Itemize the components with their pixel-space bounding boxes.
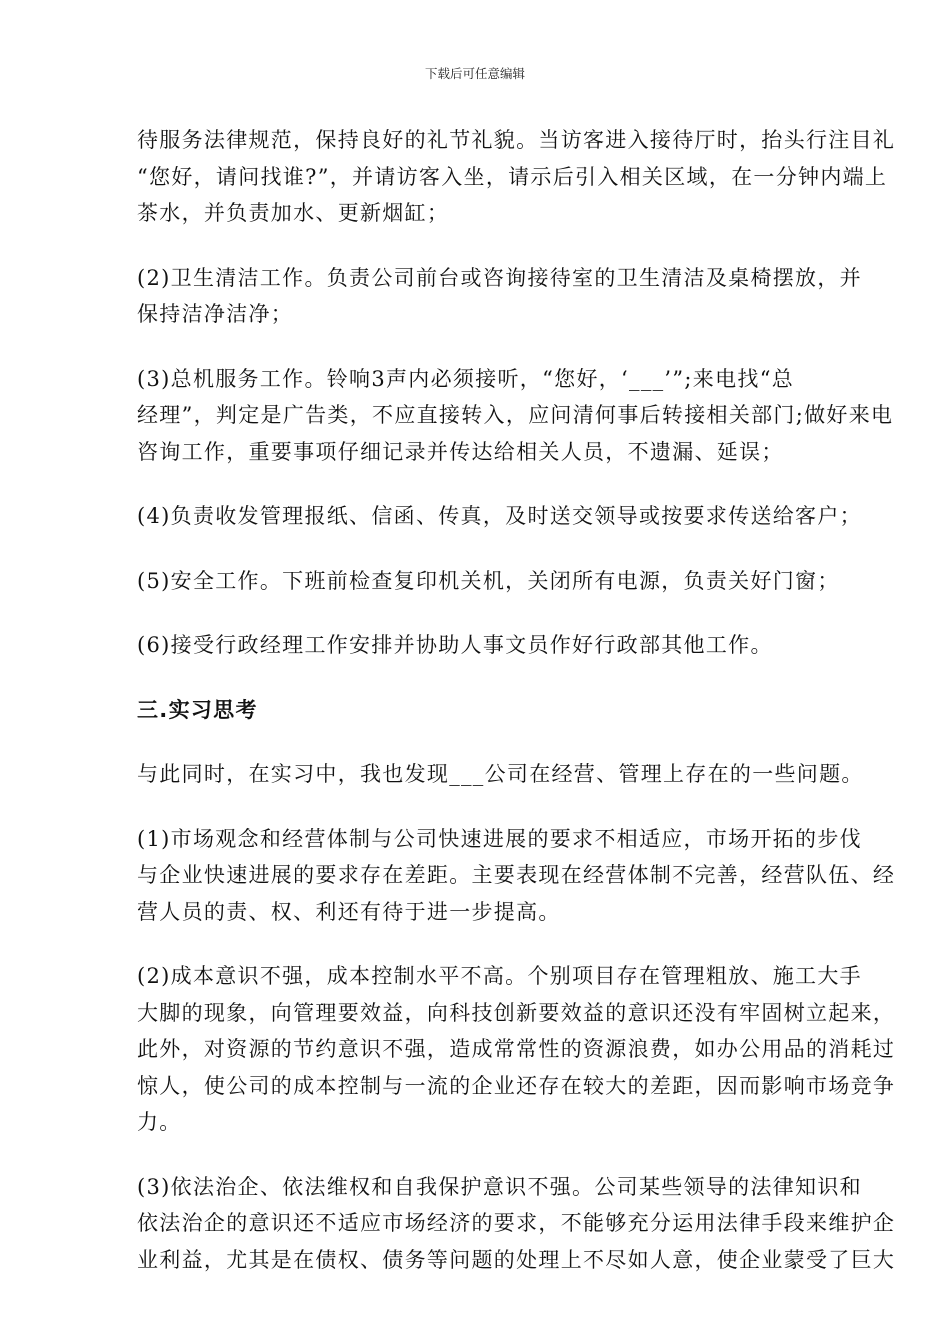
text-line: (1)市场观念和经营体制与公司快速进展的要求不相适应，市场开拓的步伐 [137,826,862,851]
text-line: 与此同时，在实习中，我也发现___公司在经营、管理上存在的一些问题。 [137,762,864,786]
text-line: 业利益，尤其是在债权、债务等问题的处理上不尽如人意，使企业蒙受了巨大 [137,1247,896,1272]
paragraph-item-5 [137,563,840,600]
text-line: 依法治企的意识还不适应市场经济的要求，不能够充分运用法律手段来维护企 [137,1211,896,1235]
text-line: (3)依法治企、依法维权和自我保护意识不强。公司某些领导的法律知识和 [137,1174,862,1199]
paragraph-issue-3 [137,1169,896,1279]
text-line: 经理”，判定是广告类，不应直接转入，应问清何事后转接相关部门;做好来电 [137,403,894,427]
text-line: (5)安全工作。下班前检查复印机关机，关闭所有电源，负责关好门窗； [137,568,840,593]
text-line: (4)负责收发管理报纸、信函、传真，及时送交领导或按要求传送给客户； [137,504,862,528]
text-line: 营人员的责、权、利还有待于进一步提高。 [137,899,561,924]
section-heading: 三.实习思考 [137,697,258,722]
paragraph-item-4 [137,498,862,535]
text-line: (2)成本意识不强，成本控制水平不高。个别项目存在管理粗放、施工大手 [137,964,862,988]
paragraph-item-2 [137,260,862,333]
text-line: 茶水，并负责加水、更新烟缸； [137,201,450,225]
paragraph-reception-duties [137,122,896,232]
text-line: 保持洁净洁净； [137,302,294,326]
paragraph-item-6 [137,627,821,664]
text-line: (3)总机服务工作。铃响3声内必须接听，“您好，‘___’”;来电找“总 [137,366,795,391]
text-line: 此外，对资源的节约意识不强，造成常常性的资源浪费，如办公用品的消耗过 [137,1037,896,1061]
text-line: (2)卫生清洁工作。负责公司前台或咨询接待室的卫生清洁及桌椅摆放，并 [137,265,862,290]
paragraph-item-3 [137,361,894,471]
text-line: 大脚的现象，向管理要效益，向科技创新要效益的意识还没有牢固树立起来， [137,1000,896,1025]
text-line: 与企业快速进展的要求存在差距。主要表现在经营体制不完善，经营队伍、经 [137,863,896,887]
document-body [137,122,896,1306]
text-line: “您好，请问找谁?”，并请访客入坐，请示后引入相关区域，在一分钟内端上 [137,164,888,189]
text-line: 力。 [137,1110,182,1134]
paragraph-issue-2 [137,958,896,1141]
text-line: 咨询工作，重要事项仔细记录并传达给相关人员，不遗漏、延误； [137,439,784,464]
paragraph-intro [137,756,864,793]
text-line: 惊人，使公司的成本控制与一流的企业还存在较大的差距，因而影响市场竞争 [137,1073,896,1098]
text-line: (6)接受行政经理工作安排并协助人事文员作好行政部其他工作。 [137,633,773,657]
paragraph-issue-1 [137,821,896,931]
page-header: 下载后可任意编辑 [424,66,525,81]
text-line: 待服务法律规范，保持良好的礼节礼貌。当访客进入接待厅时，抬头行注目礼 [137,128,896,152]
